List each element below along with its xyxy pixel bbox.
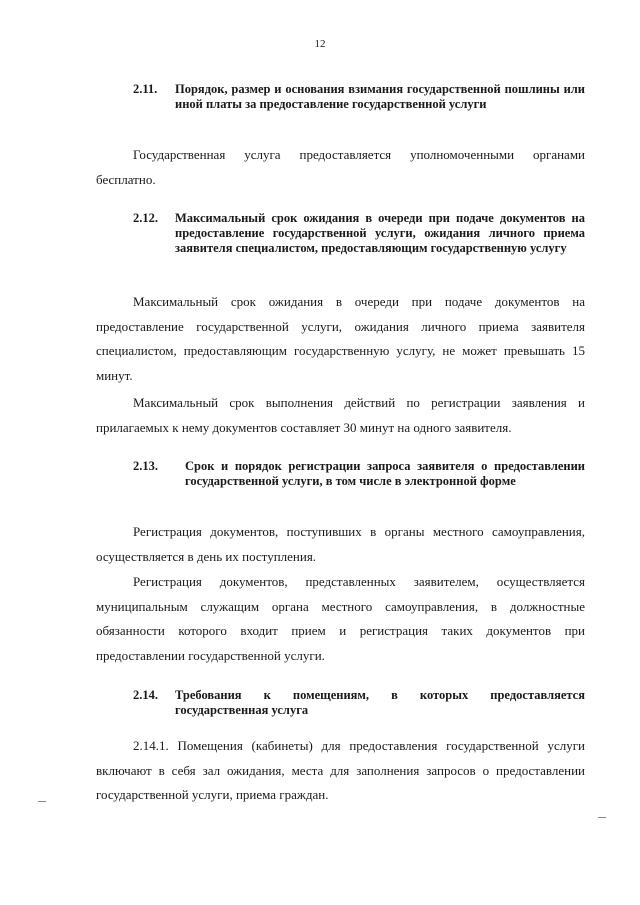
section-heading-2-12 [133,211,585,256]
paragraph: Регистрация документов, представленных заявителем, осуществляется муниципальным служащим органа местного самоуправления, в должностные обязанности которого входит прием и регистрация таких документов при предоставлении государственной услуги. [96,574,585,663]
section-heading-2-14 [133,688,585,718]
paragraph: Максимальный срок ожидания в очереди при подаче документов на предоставление государственной услуги, ожидания личного приема заявителя специалистом, предоставляющим государственную услугу, не может превышать 15 минут. [96,294,585,383]
paragraph: Максимальный срок выполнения действий по регистрации заявления и прилагаемых к нему документов составляет 30 минут на одного заявителя. [96,395,585,435]
section-title: Максимальный срок ожидания в очереди при подаче документов на предоставление государственной услуги, ожидания личного приема заявителя специалистом, предоставляющим государственную услугу [175,211,585,255]
paragraph: Регистрация документов, поступивших в органы местного самоуправления, осуществляется в день их поступления. [96,524,585,564]
section-title: Порядок, размер и основания взимания государственной пошлины или иной платы за предоставление государственной услуги [175,82,585,111]
section-number: 2.11. [133,82,158,96]
section-number: 2.14. [133,688,158,702]
section-number: 2.13. [133,459,158,473]
scan-artifact-mark [598,817,606,818]
section-number: 2.12. [133,211,158,225]
page-number: 12 [314,38,326,50]
section-heading-2-11 [133,82,585,112]
section-title: Срок и порядок регистрации запроса заявителя о предоставлении государственной услуги, в том числе в электронной форме [185,459,585,488]
paragraph: Государственная услуга предоставляется уполномоченными органами бесплатно. [96,147,585,187]
section-heading-2-13 [133,459,585,489]
paragraph: 2.14.1. Помещения (кабинеты) для предоставления государственной услуги включают в себя зал ожидания, места для заполнения запросов о предоставлении государственной услуги, приема граждан. [96,738,585,802]
section-title: Требования к помещениям, в которых предоставляется государственная услуга [175,688,585,717]
scan-artifact-mark [38,801,46,802]
